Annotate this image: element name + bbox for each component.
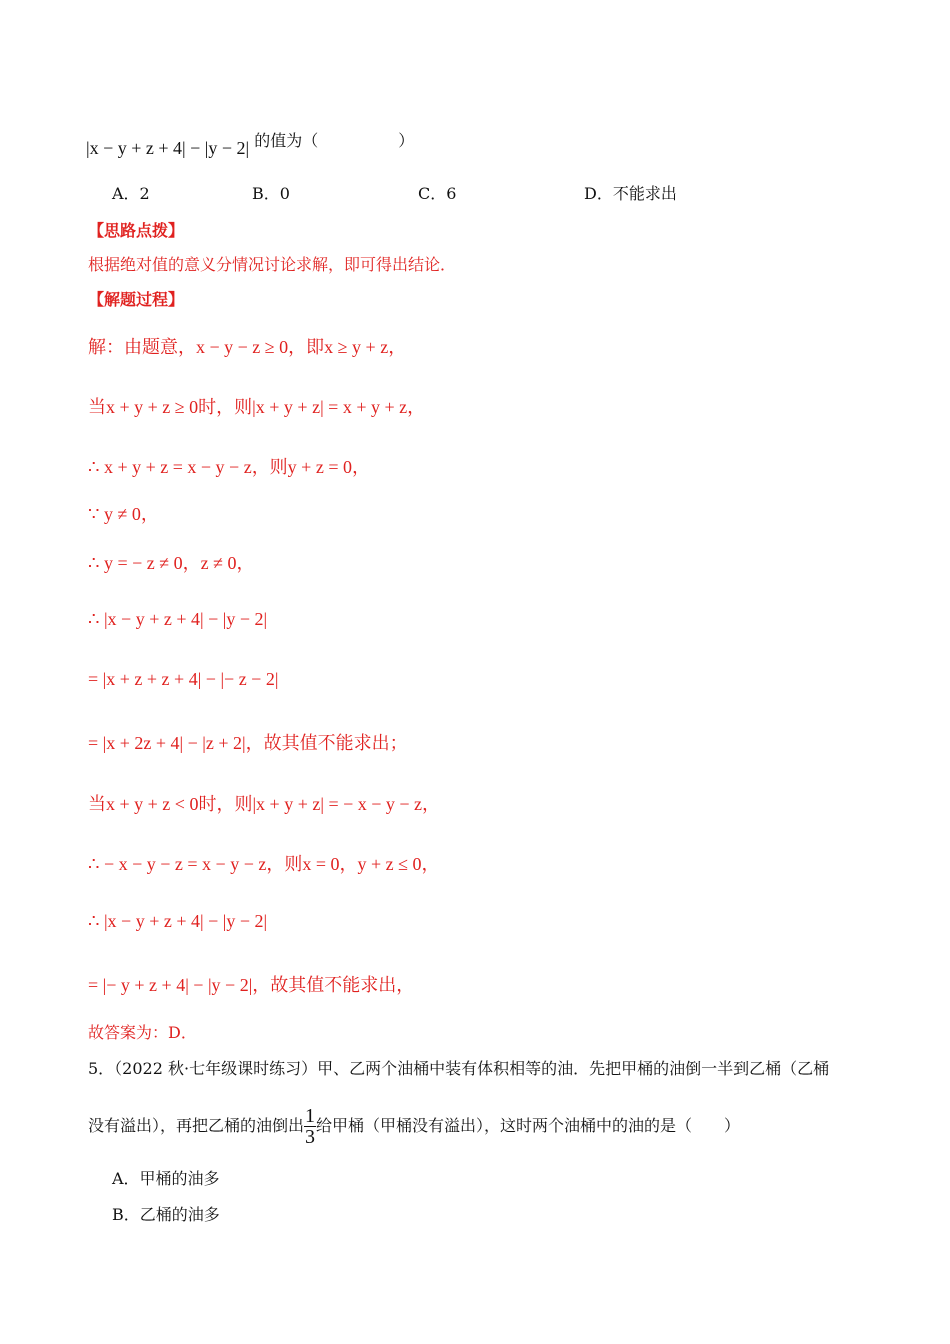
solution-line-6: ∴ |x − y + z + 4| − |y − 2| bbox=[88, 609, 268, 629]
solution-line-1: 解：由题意，x − y − z ≥ 0，即x ≥ y + z， bbox=[88, 337, 407, 357]
solution-line-2: 当x + y + z ≥ 0时，则|x + y + z| = x + y + z， bbox=[88, 397, 426, 417]
solution-line-3: ∴ x + y + z = x − y − z，则y + z = 0， bbox=[88, 457, 370, 477]
solution-answer: 故答案为：D． bbox=[88, 1023, 197, 1042]
q5-fraction-numerator: 1 bbox=[305, 1105, 316, 1127]
q5-fraction-denominator: 3 bbox=[305, 1126, 316, 1148]
q4-option-a: A．2 bbox=[112, 184, 150, 203]
solution-line-7: = |x + z + z + 4| − |− z − 2| bbox=[88, 669, 279, 689]
q4-tail: 的值为（ ） bbox=[254, 131, 415, 150]
solution-title: 【解题过程】 bbox=[88, 290, 185, 309]
q5-option-a: A．甲桶的油多 bbox=[112, 1169, 220, 1188]
solution-line-9: 当x + y + z < 0时，则|x + y + z| = − x − y − z， bbox=[88, 794, 441, 814]
q4-option-c: C．6 bbox=[418, 184, 457, 203]
solution-line-5: ∴ y = − z ≠ 0，z ≠ 0， bbox=[88, 553, 255, 573]
q5-stem-line2 bbox=[88, 1106, 740, 1147]
q5-stem-line1: 5．（2022 秋·七年级课时练习）甲、乙两个油桶中装有体积相等的油．先把甲桶的油倒一半到乙桶（乙桶 bbox=[88, 1059, 830, 1078]
q5-stem-part-b: 给甲桶（甲桶没有溢出），这时两个油桶中的油的是（ ） bbox=[316, 1116, 741, 1135]
solution-line-10: ∴ − x − y − z = x − y − z，则x = 0，y + z ≤ 0， bbox=[88, 854, 440, 874]
q5-option-b: B．乙桶的油多 bbox=[112, 1205, 220, 1224]
q4-expression bbox=[86, 128, 414, 159]
hint-text: 根据绝对值的意义分情况讨论求解，即可得出结论． bbox=[88, 255, 457, 274]
q5-fraction bbox=[304, 1106, 316, 1147]
q4-math: |x − y + z + 4| − |y − 2| bbox=[86, 138, 250, 158]
q4-option-b: B．0 bbox=[252, 184, 290, 203]
solution-line-8: = |x + 2z + 4| − |z + 2|，故其值不能求出； bbox=[88, 733, 408, 753]
solution-line-11: ∴ |x − y + z + 4| − |y − 2| bbox=[88, 911, 268, 931]
solution-line-4: ∵ y ≠ 0， bbox=[88, 504, 159, 524]
solution-line-12: = |− y + z + 4| − |y − 2|，故其值不能求出， bbox=[88, 975, 415, 995]
q5-stem-part-a: 没有溢出），再把乙桶的油倒出 bbox=[88, 1116, 305, 1135]
q4-option-d: D．不能求出 bbox=[584, 184, 677, 203]
hint-title: 【思路点拨】 bbox=[88, 221, 185, 240]
